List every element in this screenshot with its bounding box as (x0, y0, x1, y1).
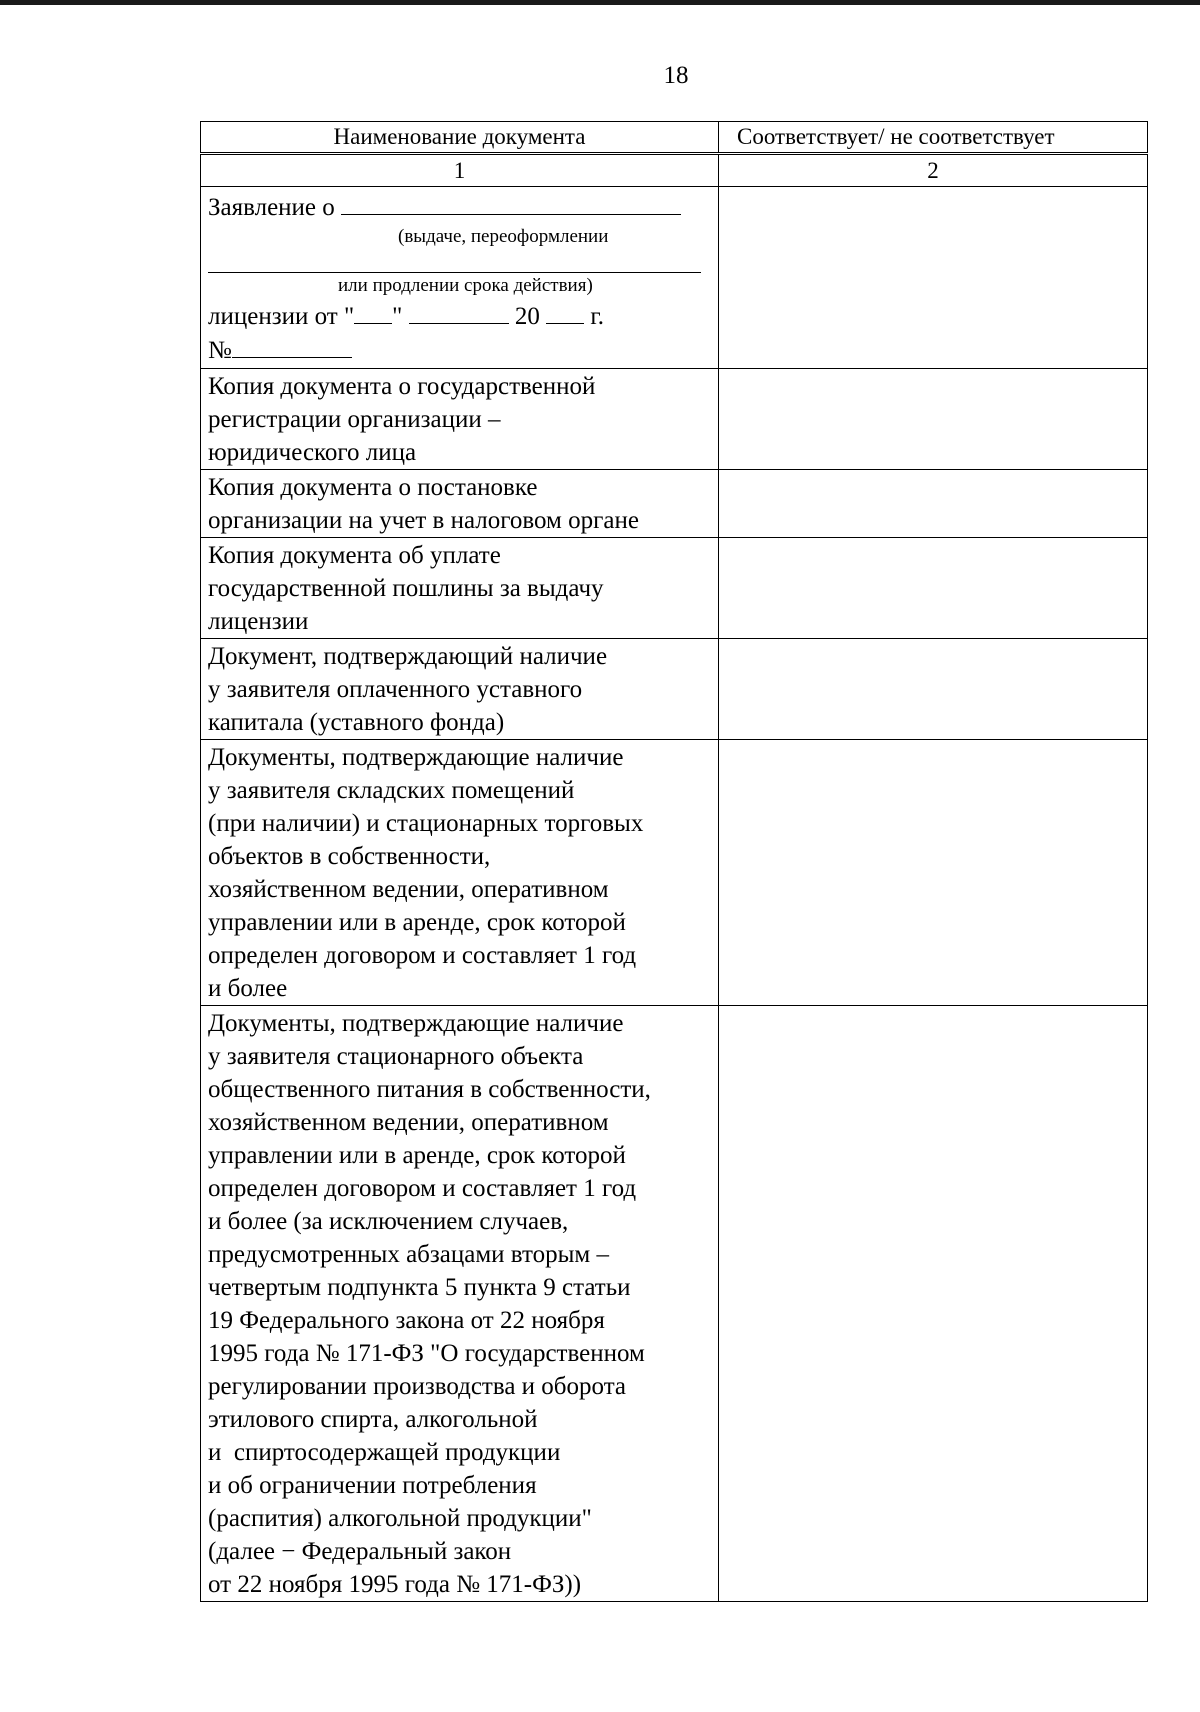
application-title: Заявление о (208, 194, 335, 221)
document-name-line: и спиртосодержащей продукции (208, 1439, 561, 1466)
quote-mark: " (392, 303, 403, 330)
document-name-line: Документ, подтверждающий наличие (208, 643, 608, 670)
column-number-1: 1 (201, 154, 719, 187)
table-row (201, 538, 1148, 639)
column-number-2: 2 (719, 154, 1148, 187)
document-name-line: управлении или в аренде, срок которой (208, 909, 626, 936)
document-name-line: четвертым подпункта 5 пункта 9 статьи (208, 1274, 631, 1301)
document-name-line: регистрации организации – (208, 406, 501, 433)
document-name-line: государственной пошлины за выдачу (208, 575, 604, 602)
document-name-cell (201, 369, 719, 470)
number-sign: № (208, 337, 232, 364)
application-number-line (208, 333, 713, 367)
document-name-line: этилового спирта, алкогольной (208, 1406, 538, 1433)
application-cell (201, 187, 719, 369)
document-name-line: 1995 года № 171-ФЗ "О государственном (208, 1340, 645, 1367)
document-name-line: предусмотренных абзацами вторым – (208, 1241, 609, 1268)
document-name-line: и об ограничении потребления (208, 1472, 537, 1499)
header-document-name: Наименование документа (201, 122, 719, 154)
application-hint-2: или продлении срока действия) (338, 275, 593, 296)
license-number-blank[interactable] (232, 333, 352, 358)
document-name-line: Копия документа о государственной (208, 373, 596, 400)
document-name-cell (201, 740, 719, 1006)
table-header-row (201, 122, 1148, 154)
table-row (201, 639, 1148, 740)
document-name-line: Документы, подтверждающие наличие (208, 744, 624, 771)
application-hint-1: (выдаче, переоформлении (398, 226, 609, 247)
header-compliance: Соответствует/ не соответствует (719, 122, 1148, 154)
license-month-blank[interactable] (409, 299, 509, 324)
document-name-line: лицензии (208, 608, 309, 635)
document-name-cell (201, 1006, 719, 1602)
table-row (201, 740, 1148, 1006)
document-name-line: организации на учет в налоговом органе (208, 507, 639, 534)
document-name-line: капитала (уставного фонда) (208, 709, 505, 736)
document-name-line: хозяйственном ведении, оперативном (208, 1109, 609, 1136)
license-day-blank[interactable] (354, 299, 392, 324)
application-line-1 (208, 190, 713, 224)
document-name-line: 19 Федерального закона от 22 ноября (208, 1307, 605, 1334)
document-name-line: Документы, подтверждающие наличие (208, 1010, 624, 1037)
document-name-line: у заявителя стационарного объекта (208, 1043, 584, 1070)
document-name-line: (при наличии) и стационарных торговых (208, 810, 644, 837)
document-name-line: и более (за исключением случаев, (208, 1208, 569, 1235)
document-name-line: хозяйственном ведении, оперативном (208, 876, 609, 903)
license-year-blank[interactable] (546, 299, 584, 324)
table-row (201, 369, 1148, 470)
application-type-blank[interactable] (341, 190, 681, 215)
document-name-line: регулировании производства и оборота (208, 1373, 627, 1400)
document-name-line: Копия документа о постановке (208, 474, 538, 501)
table-row (201, 470, 1148, 538)
document-name-cell (201, 639, 719, 740)
document-name-cell (201, 538, 719, 639)
document-name-line: и более (208, 975, 288, 1002)
table-row (201, 1006, 1148, 1602)
compliance-cell[interactable] (719, 538, 1148, 639)
document-rows (201, 369, 1148, 1602)
document-name-line: у заявителя складских помещений (208, 777, 575, 804)
compliance-cell[interactable] (719, 639, 1148, 740)
application-type-blank-2[interactable] (208, 250, 701, 273)
document-name-line: (распития) алкогольной продукции" (208, 1505, 592, 1532)
document-name-cell (201, 470, 719, 538)
year-suffix: г. (590, 303, 605, 330)
page-number: 18 (663, 62, 689, 89)
document-name-line: (далее − Федеральный закон (208, 1538, 512, 1565)
document-name-line: у заявителя оплаченного уставного (208, 676, 583, 703)
document-checklist-table (200, 121, 1148, 1602)
compliance-cell[interactable] (719, 1006, 1148, 1602)
document-name-line: управлении или в аренде, срок которой (208, 1142, 626, 1169)
document-name-line: определен договором и составляет 1 год (208, 1175, 637, 1202)
document-name-line: определен договором и составляет 1 год (208, 942, 637, 969)
compliance-cell[interactable] (719, 369, 1148, 470)
document-name-line: Копия документа об уплате (208, 542, 501, 569)
compliance-cell[interactable] (719, 470, 1148, 538)
license-from-label: лицензии от " (208, 303, 355, 330)
table-row-application (201, 187, 1148, 369)
document-name-line: юридического лица (208, 439, 417, 466)
document-name-line: общественного питания в собственности, (208, 1076, 651, 1103)
document-name-line: объектов в собственности, (208, 843, 491, 870)
top-border-rule (0, 0, 1200, 5)
application-license-date-line (208, 299, 713, 333)
application-compliance-cell[interactable] (719, 187, 1148, 369)
compliance-cell[interactable] (719, 740, 1148, 1006)
document-name-line: от 22 ноября 1995 года № 171-ФЗ)) (208, 1571, 582, 1598)
column-number-row (201, 154, 1148, 187)
year-prefix: 20 (514, 303, 540, 330)
